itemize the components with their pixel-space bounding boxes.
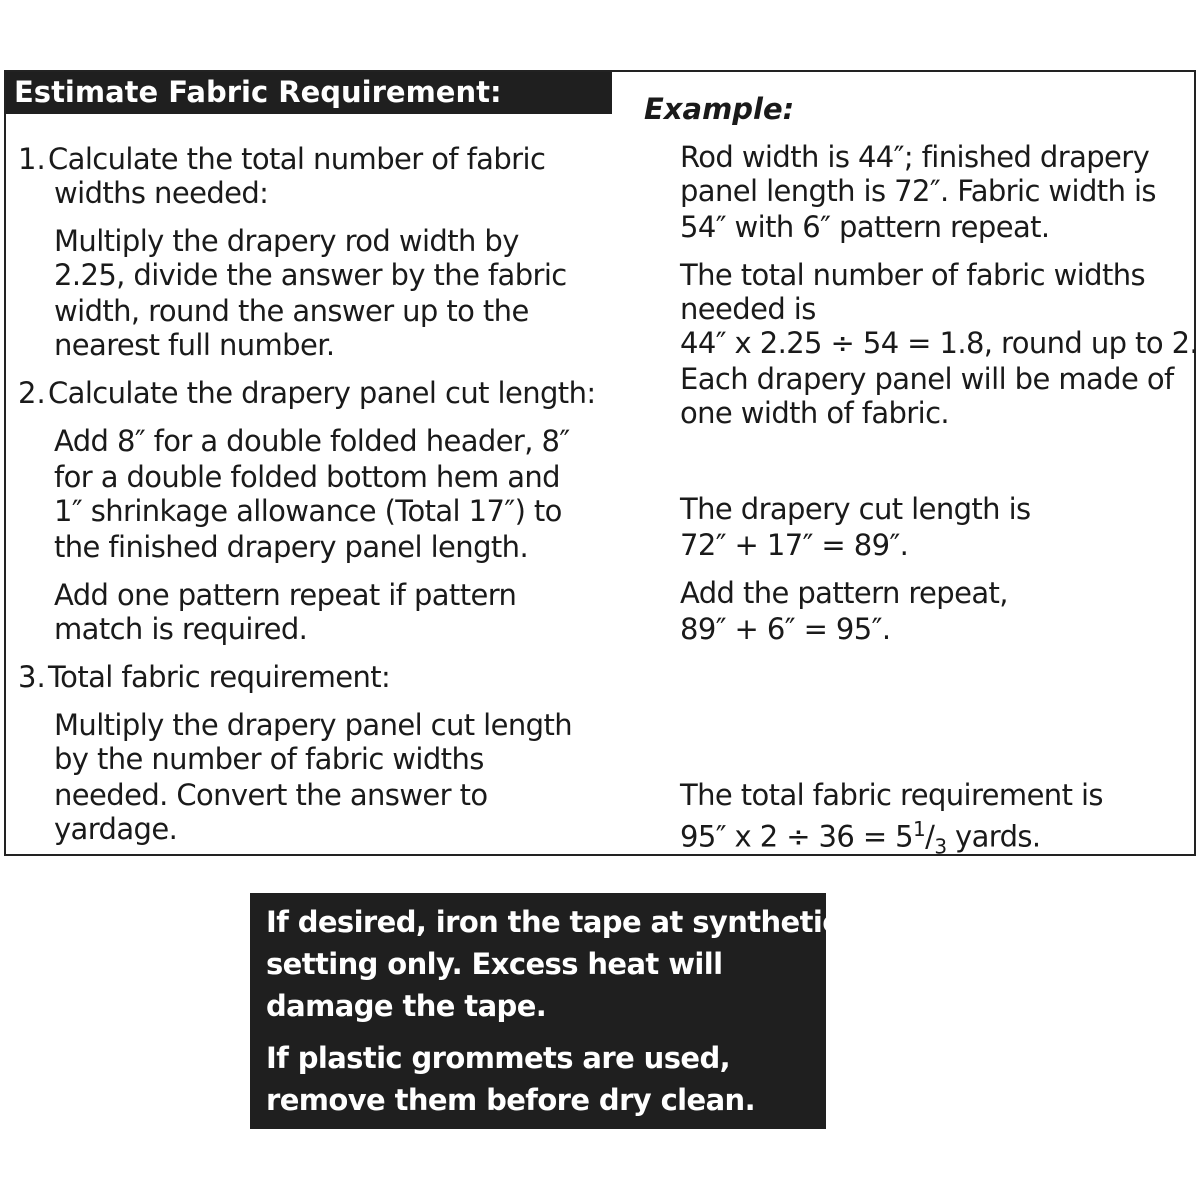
example-line: Each drapery panel will be made of (680, 362, 1174, 396)
example-line: The total number of fabric widths (680, 258, 1146, 292)
example-line: 72″ + 17″ = 89″. (680, 528, 909, 562)
step-detail-line: by the number of fabric widths (54, 742, 484, 776)
note-line: If plastic grommets are used, (266, 1041, 731, 1075)
step-detail-line: match is required. (54, 612, 308, 646)
step-detail-line: needed. Convert the answer to (54, 778, 488, 812)
note-line: setting only. Excess heat will (266, 947, 723, 981)
example-line: panel length is 72″. Fabric width is (680, 174, 1156, 208)
example-line: one width of fabric. (680, 396, 950, 430)
example-line: The drapery cut length is (680, 492, 1031, 526)
step-detail-line: width, round the answer up to the (54, 294, 529, 328)
step-detail-line: Add 8″ for a double folded header, 8″ (54, 424, 570, 458)
step-detail-line: 2.25, divide the answer by the fabric (54, 258, 567, 292)
step-detail-line: for a double folded bottom hem and (54, 460, 560, 494)
example-line: 95″ x $2 \div 36 = 5^1/_3$ yards. (680, 817, 1041, 859)
step-title-line: Calculate the drapery panel cut length: (48, 376, 596, 410)
note-line: damage the tape. (266, 989, 547, 1023)
care-note-box (250, 893, 839, 1129)
example-title: Example: (644, 92, 795, 126)
example-line: 54″ with 6″ pattern repeat. (680, 210, 1050, 244)
fraction-numerator: 1 (913, 817, 926, 841)
example-line: 44″ x 2.25 ÷ 54 = 1.8, round up to 2. (680, 326, 1199, 360)
step-detail-line: Add one pattern repeat if pattern (54, 578, 517, 612)
step-detail-line: the finished drapery panel length. (54, 530, 529, 564)
step-detail-line: nearest full number. (54, 328, 335, 362)
example-line: needed is (680, 292, 816, 326)
step-number: 3. (18, 660, 46, 694)
example-line: Rod width is 44″; finished drapery (680, 140, 1150, 174)
step-number: 1. (18, 142, 46, 176)
step-title-line: Total fabric requirement: (48, 660, 391, 694)
formula-suffix: yards. (946, 819, 1041, 854)
step-title-line: widths needed: (54, 176, 269, 210)
step-detail-line: yardage. (54, 812, 178, 846)
fraction-denominator: 3 (934, 834, 947, 859)
step-number: 2. (18, 376, 46, 410)
step-detail-line: Multiply the drapery panel cut length (54, 708, 573, 742)
fabric-requirement-box (4, 70, 1199, 859)
note-line: remove them before dry clean. (266, 1083, 755, 1117)
section-header: Estimate Fabric Requirement: (6, 72, 612, 114)
formula-prefix: 95″ x 2 ÷ 36 = 5 (680, 819, 914, 854)
note-line: If desired, iron the tape at synthetic (266, 905, 839, 939)
step-detail-line: 1″ shrinkage allowance (Total 17″) to (54, 494, 562, 528)
example-line: Add the pattern repeat, (680, 576, 1008, 610)
step-detail-line: Multiply the drapery rod width by (54, 224, 519, 258)
example-line: The total fabric requirement is (680, 778, 1103, 812)
step-title-line: Calculate the total number of fabric (48, 142, 546, 176)
example-line: 89″ + 6″ = 95″. (680, 612, 891, 646)
